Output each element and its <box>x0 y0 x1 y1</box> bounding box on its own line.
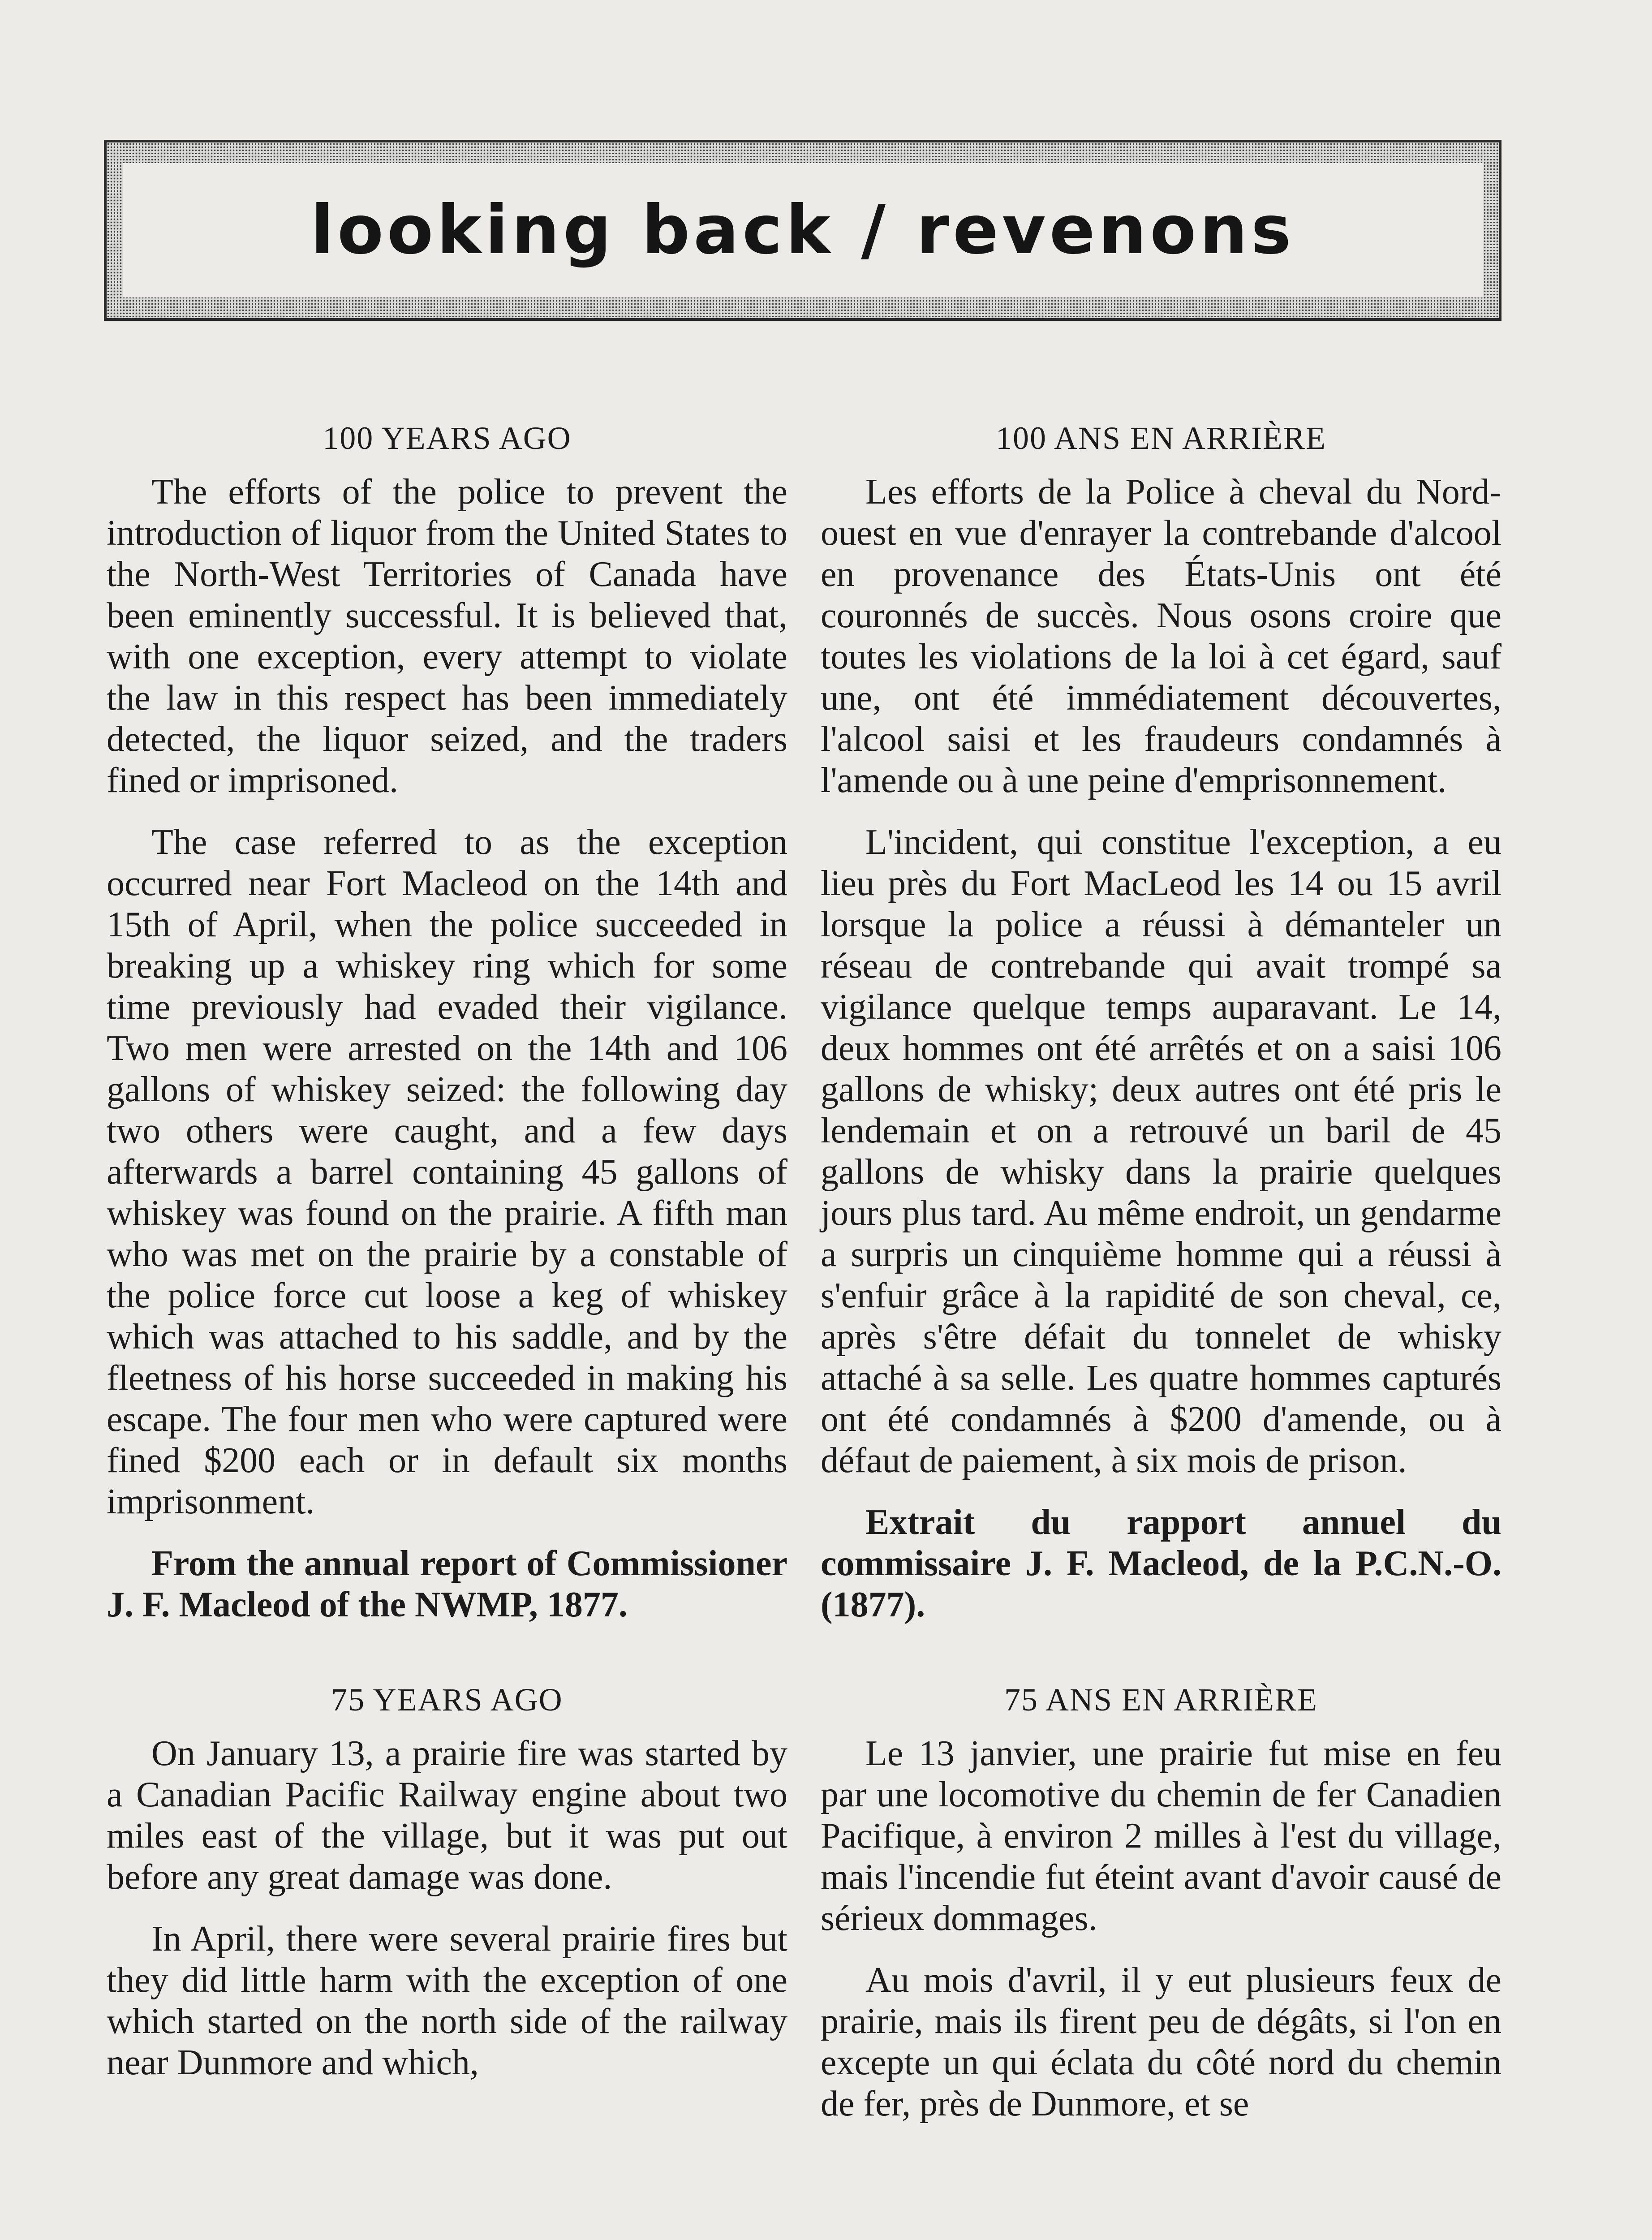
banner-title: looking back / revenons <box>310 191 1295 269</box>
banner-title-area <box>123 163 1483 297</box>
paragraph: Le 13 janvier, une prairie fut mise en feu par une locomotive du chemin de fer Canadien Pacifique, à environ 2 milles à l'est du village, mais l'incendie fut éteint avant d'avoir causé de sérieux dommages. <box>821 1734 1501 1938</box>
source-citation: From the annual report of Commissioner J. F. Macleod of the NWMP, 1877. <box>107 1544 787 1624</box>
paragraph: Au mois d'avril, il y eut plusieurs feux de prairie, mais ils firent peu de dégâts, si l'on en excepte un qui éclata du côté nord du chemin de fer, près de Dunmore, et se <box>821 1960 1501 2124</box>
paragraph: The case referred to as the exception occurred near Fort Macleod on the 14th and 15th of April, when the police succeeded in breaking up a whiskey ring which for some time previously had evaded their vigilance. Two men were arrested on the 14th and 106 gallons of whiskey seized: the following day two others were caught, and a few days afterwards a barrel containing 45 gallons of whiskey was found on the prairie. A fifth man who was met on the prairie by a constable of the police force cut loose a keg of whiskey which was attached to his saddle, and by the fleetness of his horse succeeded in making his escape. The four men who were captured were fined $200 each or in default six months imprisonment. <box>107 823 787 1521</box>
paragraph: On January 13, a prairie fire was started by a Canadian Pacific Railway engine about two miles east of the village, but it was put out before any great damage was done. <box>107 1734 787 1897</box>
section-heading-75-ans: 75 ANS EN ARRIÈRE <box>1004 1682 1318 1718</box>
paragraph: L'incident, qui constitue l'exception, a eu lieu près du Fort MacLeod les 14 ou 15 avril lorsque la police a réussi à démanteler un réseau de contrebande qui avait trompé sa vigilance quelque temps auparavant. Le 14, deux hommes ont été arrêtés et on a saisi 106 gallons de whisky; deux autres ont été pris le lendemain et on a retrouvé un baril de 45 gallons de whisky dans la prairie quelques jours plus tard. Au même endroit, un gendarme a surpris un cinquième homme qui a réussi à s'enfuir grâce à la rapidité de son cheval, ce, après s'être défait du tonnelet de whisky attaché à sa selle. Les quatre hommes capturés ont été condamnés à $200 d'amende, ou à défaut de paiement, à six mois de prison. <box>821 823 1501 1480</box>
section-banner <box>104 140 1501 321</box>
section-heading-75-years: 75 YEARS AGO <box>331 1682 563 1718</box>
french-column <box>821 403 1501 2145</box>
paragraph: The efforts of the police to prevent the introduction of liquor from the United States to the North-West Territories of Canada have been eminently successful. It is believed that, with one exception, every attempt to violate the law in this respect has been immediately detected, the liquor seized, and the traders fined or imprisoned. <box>107 472 787 800</box>
section-heading-100-years: 100 YEARS AGO <box>323 420 572 456</box>
source-citation: Extrait du rapport annuel du commissaire J. F. Macleod, de la P.C.N.-O. (1877). <box>821 1503 1501 1624</box>
section-heading-100-ans: 100 ANS EN ARRIÈRE <box>995 420 1327 456</box>
english-column <box>107 403 787 2104</box>
paragraph: In April, there were several prairie fires but they did little harm with the exception of one which started on the north side of the railway near Dunmore and which, <box>107 1919 787 2082</box>
paragraph: Les efforts de la Police à cheval du Nord-ouest en vue d'enrayer la contrebande d'alcool en provenance des États-Unis ont été couronnés de succès. Nous osons croire que toutes les violations de la loi à cet égard, sauf une, ont été immédiatement découvertes, l'alcool saisi et les fraudeurs condamnés à l'amende ou à une peine d'emprisonnement. <box>821 472 1501 800</box>
